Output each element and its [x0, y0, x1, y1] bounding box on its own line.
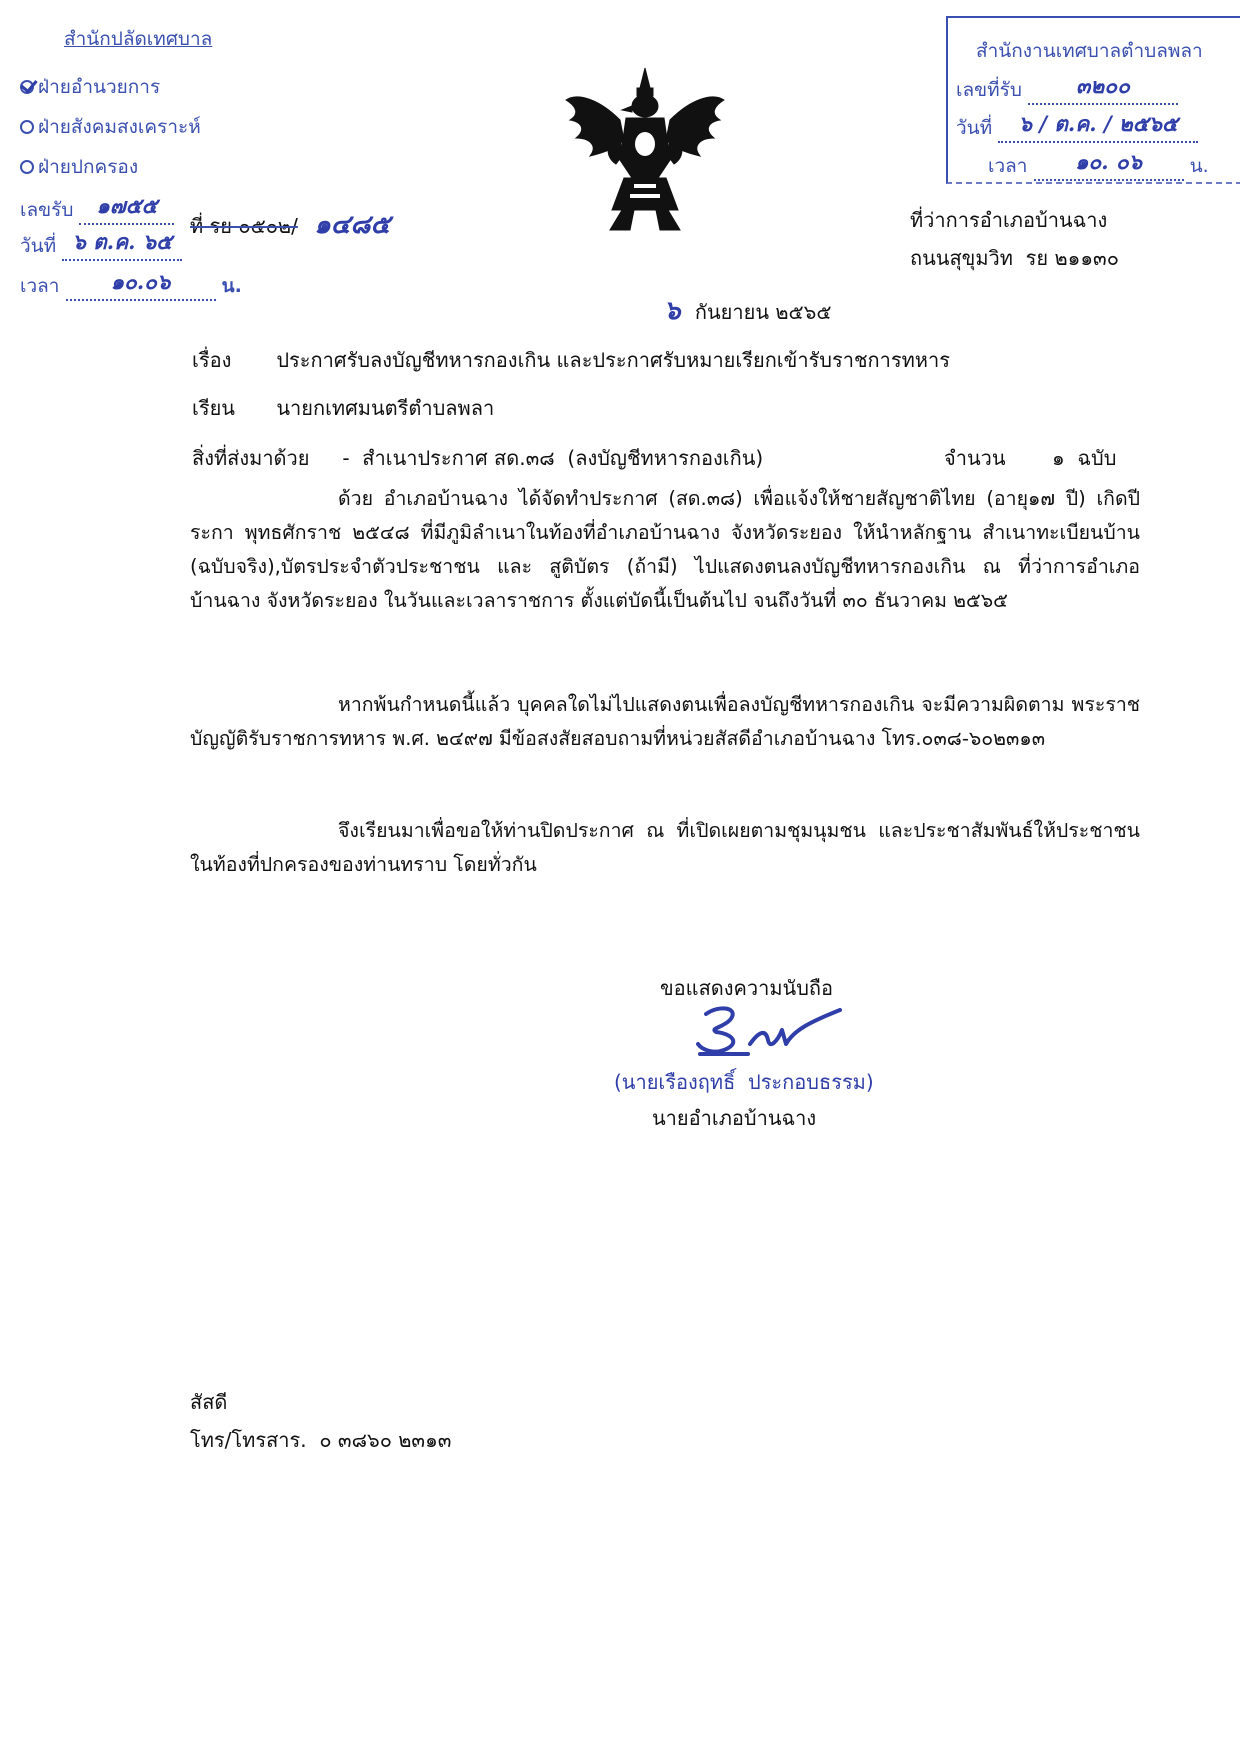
garuda-emblem	[560, 60, 730, 235]
routing-date-label: วันที่	[20, 235, 57, 257]
signer-title: นายอำเภอบ้านฉาง	[652, 1106, 817, 1130]
receipt-date-label: วันที่	[956, 117, 993, 139]
receipt-number-row	[956, 70, 1178, 105]
routing-option-welfare	[20, 112, 201, 142]
routing-receive-value: ๑๗๕๕	[96, 193, 158, 218]
body-paragraph-2: หากพ้นกำหนดนี้แล้ว บุคคลใดไม่ไปแสดงตนเพื่อลงบัญชีทหารกองเกิน จะมีความผิดตาม พระราชบัญญัติรับราชการทหาร พ.ศ. ๒๔๙๗ มีข้อสงสัยสอบถามที่หน่วยสัสดีอำเภอบ้านฉาง โทร.๐๓๘-๖๐๒๓๑๓	[190, 693, 1140, 750]
routing-option-label: ฝ่ายอำนวยการ	[38, 76, 161, 98]
closing-phrase: ขอแสดงความนับถือ	[660, 976, 834, 1000]
enclosure-text: - สำเนาประกาศ สด.๓๘ (ลงบัญชีทหารกองเกิน)	[342, 446, 764, 470]
signature	[690, 1000, 860, 1060]
subject-row	[192, 344, 950, 376]
routing-option-label: ฝ่ายปกครอง	[38, 156, 139, 178]
doc-ref-handwritten: ๑๔๘๕	[314, 210, 391, 240]
receipt-time-unit: น.	[1189, 155, 1209, 177]
footer-department: สัสดี	[190, 1390, 228, 1414]
routing-option-governance	[20, 152, 138, 182]
enclosure-row	[192, 442, 1152, 474]
footer-telephone: โทร/โทรสาร. ๐ ๓๘๖๐ ๒๓๑๓	[190, 1428, 452, 1452]
receipt-time-label: เวลา	[988, 155, 1028, 177]
circle-icon	[20, 120, 34, 134]
doc-ref-number: ที่ รย ๐๕๐๒/	[190, 214, 298, 238]
routing-date-row	[20, 226, 182, 261]
routing-office: สำนักปลัดเทศบาล	[64, 28, 213, 50]
enclosure-qty: ๑ ฉบับ	[1052, 446, 1117, 470]
receipt-date-row	[956, 108, 1198, 143]
routing-date-value: ๖ ต.ค. ๖๕	[72, 229, 172, 254]
routing-time-row	[20, 266, 242, 301]
signer-name: (นายเรืองฤทธิ์ ประกอบธรรม)	[614, 1070, 874, 1094]
doc-date	[664, 290, 832, 331]
receipt-number-value: ๓๒๐๐	[1076, 73, 1130, 98]
routing-time-value: ๑๐.๐๖	[110, 269, 171, 294]
subject-label: เรื่อง	[192, 348, 232, 372]
body-paragraph-1: ด้วย อำเภอบ้านฉาง ได้จัดทำประกาศ (สด.๓๘) เพื่อแจ้งให้ชายสัญชาติไทย (อายุ๑๗ ปี) เกิดปีระกา พุทธศักราช ๒๕๔๘ ที่มีภูมิลำเนาในท้องที่อำเภอบ้านฉาง จังหวัดระยอง ให้นำหลักฐาน สำเนาทะเบียนบ้าน (ฉบับจริง),บัตรประจำตัวประชาชน และ สูติบัตร (ถ้ามี) ไปแสดงตนลงบัญชีทหารกองเกิน ณ ที่ว่าการอำเภอบ้านฉาง จังหวัดระยอง ในวันและเวลาราชการ ตั้งแต่บัดนี้เป็นต้นไป จนถึงวันที่ ๓๐ ธันวาคม ๒๕๖๕	[190, 487, 1140, 612]
routing-time-unit: น.	[221, 275, 242, 297]
routing-option-admin	[20, 72, 160, 102]
receipt-time-row	[988, 146, 1209, 181]
checkmark-icon	[20, 76, 37, 94]
checked-circle-icon	[20, 80, 34, 94]
routing-time-label: เวลา	[20, 275, 60, 297]
issuer-line-2: ถนนสุขุมวิท รย ๒๑๑๓๐	[910, 246, 1119, 270]
to-text: นายกเทศมนตรีตำบลพลา	[276, 396, 495, 420]
circle-icon	[20, 160, 34, 174]
receipt-office: สำนักงานเทศบาลตำบลพลา	[976, 40, 1203, 62]
receipt-number-label: เลขที่รับ	[956, 79, 1022, 101]
issuer-line-1: ที่ว่าการอำเภอบ้านฉาง	[910, 208, 1108, 232]
receipt-stamp	[946, 16, 1240, 184]
routing-option-label: ฝ่ายสังคมสงเคราะห์	[38, 116, 201, 138]
doc-date-rest: กันยายน ๒๕๖๕	[694, 300, 832, 324]
routing-receive-label: เลขรับ	[20, 199, 74, 221]
receipt-time-value: ๑๐. ๐๖	[1075, 149, 1142, 174]
garuda-emblem-icon	[560, 60, 730, 235]
receipt-date-value: ๖ / ต.ค. / ๒๕๖๕	[1018, 111, 1178, 136]
doc-date-day: ๖	[664, 296, 681, 326]
doc-ref-row	[190, 204, 390, 245]
signature-icon	[690, 1000, 860, 1060]
to-label: เรียน	[192, 396, 235, 420]
to-row	[192, 392, 494, 424]
enclosure-label: สิ่งที่ส่งมาด้วย	[192, 446, 310, 470]
routing-receive-row	[20, 190, 174, 225]
routing-stamp	[18, 20, 458, 300]
enclosure-qty-label: จำนวน	[944, 446, 1006, 470]
body-paragraph-3: จึงเรียนมาเพื่อขอให้ท่านปิดประกาศ ณ ที่เปิดเผยตามชุมนุมชน และประชาสัมพันธ์ให้ประชาชนในท้องที่ปกครองของท่านทราบ โดยทั่วกัน	[190, 819, 1140, 876]
subject-text: ประกาศรับลงบัญชีทหารกองเกิน และประกาศรับหมายเรียกเข้ารับราชการทหาร	[276, 348, 950, 372]
